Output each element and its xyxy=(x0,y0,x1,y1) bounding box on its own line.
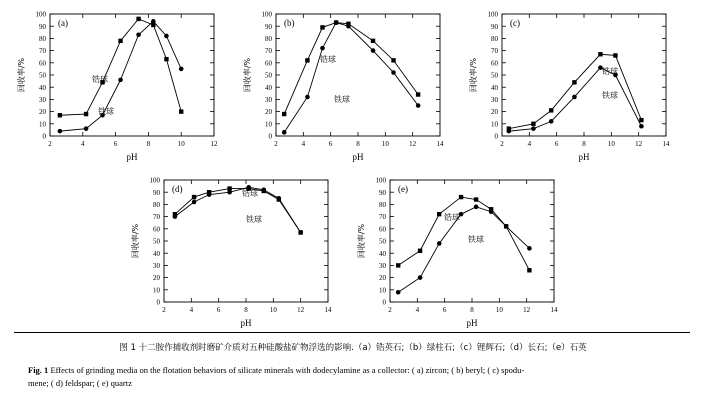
series-marker-b-1 xyxy=(305,95,310,100)
y-tick-label-a: 40 xyxy=(39,83,46,92)
x-tick-label-b: 14 xyxy=(436,140,444,148)
series-marker-c-1 xyxy=(549,119,554,124)
y-tick-label-d: 80 xyxy=(153,201,160,209)
figure-label: Fig. 1 xyxy=(28,365,49,375)
figure-caption-en-line1: Effects of grinding media on the flotation behaviors of silicate minerals with dodecylamine as a collector: ( a) zircon; ( b) beryl; ( c) spodu- xyxy=(50,365,525,375)
panel-tag-e: (e) xyxy=(398,184,408,194)
y-tick-label-a: 80 xyxy=(39,35,46,43)
panel-tag-c: (c) xyxy=(510,18,520,28)
y-tick-label-b: 20 xyxy=(265,108,272,117)
series-label-b-0: 锆球 xyxy=(320,55,336,64)
x-tick-label-e: 14 xyxy=(550,306,558,314)
series-marker-a-0 xyxy=(118,39,122,43)
y-tick-label-d: 50 xyxy=(153,237,160,246)
series-marker-a-1 xyxy=(58,129,63,134)
x-tick-label-b: 12 xyxy=(409,140,417,148)
series-marker-c-0 xyxy=(598,52,602,56)
y-tick-label-d: 0 xyxy=(156,298,160,307)
series-marker-c-0 xyxy=(572,80,576,84)
series-marker-c-0 xyxy=(549,108,553,112)
series-marker-a-1 xyxy=(179,67,184,72)
series-marker-d-1 xyxy=(227,190,232,195)
figure-caption-zh: 图 1 十二胺作捕收剂时磨矿介质对五种硅酸盐矿物浮选的影响.（a）锆英石;（b）绿柱石;（c）锂辉石;（d）长石;（e）石英 xyxy=(119,343,587,353)
series-marker-b-1 xyxy=(334,20,339,25)
y-tick-label-c: 20 xyxy=(491,108,498,117)
series-marker-d-1 xyxy=(192,200,197,205)
x-tick-label-e: 10 xyxy=(495,306,503,314)
series-marker-e-0 xyxy=(459,195,463,199)
series-marker-d-0 xyxy=(192,195,196,199)
y-tick-label-d: 10 xyxy=(153,286,160,295)
y-tick-label-e: 80 xyxy=(379,201,386,209)
x-tick-label-d: 10 xyxy=(269,306,277,314)
y-tick-label-e: 40 xyxy=(379,249,386,258)
y-axis-label-e: 回收率/% xyxy=(357,223,366,259)
x-tick-label-c: 10 xyxy=(607,140,615,148)
x-tick-label-d: 8 xyxy=(244,306,248,314)
chart-panel-d xyxy=(128,170,338,330)
series-marker-c-1 xyxy=(572,95,577,100)
series-marker-e-1 xyxy=(504,224,509,229)
y-tick-label-a: 30 xyxy=(39,96,46,104)
caption-divider xyxy=(14,332,690,333)
y-tick-label-b: 70 xyxy=(265,47,272,56)
x-tick-label-e: 6 xyxy=(442,306,447,314)
chart-panel-c xyxy=(466,4,676,164)
y-tick-label-b: 0 xyxy=(268,132,272,141)
x-tick-label-b: 2 xyxy=(274,140,278,148)
y-tick-label-a: 100 xyxy=(35,10,46,19)
x-axis-label-e: pH xyxy=(466,318,478,328)
x-tick-label-a: 12 xyxy=(210,140,218,148)
series-marker-b-1 xyxy=(391,70,396,75)
series-line-b-1 xyxy=(284,23,418,133)
series-marker-b-1 xyxy=(371,48,376,53)
x-tick-label-d: 6 xyxy=(216,306,221,314)
series-label-e-0: 锆球 xyxy=(444,213,460,222)
series-line-a-0 xyxy=(60,19,181,115)
series-marker-a-0 xyxy=(164,57,168,61)
y-tick-label-b: 90 xyxy=(265,22,272,31)
x-tick-label-b: 4 xyxy=(301,140,306,148)
x-axis-label-c: pH xyxy=(578,152,590,162)
y-tick-label-b: 80 xyxy=(265,35,272,43)
y-tick-label-c: 0 xyxy=(494,132,498,141)
y-tick-label-b: 60 xyxy=(265,59,272,68)
y-tick-label-e: 90 xyxy=(379,188,386,197)
y-tick-label-c: 50 xyxy=(491,71,498,80)
x-tick-label-a: 4 xyxy=(81,140,85,148)
series-marker-d-1 xyxy=(261,187,266,192)
series-marker-a-0 xyxy=(179,109,183,113)
series-marker-b-0 xyxy=(416,92,420,96)
series-marker-e-1 xyxy=(396,290,401,295)
y-tick-label-c: 70 xyxy=(491,47,498,56)
y-tick-label-a: 50 xyxy=(39,71,46,80)
y-tick-label-e: 30 xyxy=(379,262,386,270)
x-tick-label-c: 14 xyxy=(662,140,670,148)
x-tick-label-a: 6 xyxy=(113,140,118,148)
series-marker-a-0 xyxy=(58,113,62,117)
x-axis-label-a: pH xyxy=(126,152,138,162)
y-tick-label-d: 90 xyxy=(153,188,160,197)
y-tick-label-b: 40 xyxy=(265,83,272,92)
series-marker-e-1 xyxy=(437,241,442,246)
y-tick-label-c: 30 xyxy=(491,96,498,104)
x-axis-label-b: pH xyxy=(352,152,364,162)
y-tick-label-b: 10 xyxy=(265,120,272,129)
series-marker-c-1 xyxy=(507,129,512,134)
panel-tag-d: (d) xyxy=(172,184,183,194)
series-marker-d-1 xyxy=(173,214,178,219)
y-tick-label-d: 70 xyxy=(153,213,160,222)
y-tick-label-d: 40 xyxy=(153,249,160,258)
series-line-d-1 xyxy=(175,187,301,232)
chart-svg-a xyxy=(14,4,224,164)
series-line-e-0 xyxy=(398,197,529,270)
y-tick-label-d: 100 xyxy=(149,176,160,185)
series-label-c-0: 锆球 xyxy=(602,67,618,76)
y-tick-label-d: 30 xyxy=(153,262,160,270)
y-axis-label-d: 回收率/% xyxy=(131,223,140,259)
series-marker-b-0 xyxy=(305,58,309,62)
series-marker-e-0 xyxy=(474,197,478,201)
y-tick-label-a: 10 xyxy=(39,120,46,129)
y-tick-label-c: 40 xyxy=(491,83,498,92)
series-marker-e-0 xyxy=(418,249,422,253)
chart-svg-e xyxy=(354,170,564,330)
series-marker-e-1 xyxy=(489,209,494,214)
y-tick-label-c: 100 xyxy=(487,10,498,19)
y-tick-label-c: 80 xyxy=(491,35,498,43)
series-label-d-1: 铁球 xyxy=(246,215,262,224)
plot-frame-c xyxy=(502,14,666,136)
series-marker-a-1 xyxy=(151,19,156,24)
series-marker-b-1 xyxy=(346,24,351,29)
x-tick-label-d: 4 xyxy=(189,306,194,314)
series-marker-b-1 xyxy=(320,46,325,51)
chart-panel-e xyxy=(354,170,564,330)
plot-frame-b xyxy=(276,14,440,136)
series-marker-b-0 xyxy=(320,25,324,29)
x-axis-label-d: pH xyxy=(240,318,252,328)
series-marker-b-1 xyxy=(282,130,287,135)
x-tick-label-e: 2 xyxy=(388,306,392,314)
x-tick-label-b: 8 xyxy=(356,140,360,148)
y-tick-label-c: 90 xyxy=(491,22,498,31)
series-line-c-1 xyxy=(509,68,642,131)
series-label-b-1: 铁球 xyxy=(334,95,350,104)
figure-caption-en xyxy=(28,364,680,390)
series-marker-c-0 xyxy=(613,53,617,57)
plot-frame-a xyxy=(50,14,214,136)
series-marker-a-1 xyxy=(164,34,169,39)
series-label-e-1: 铁球 xyxy=(468,235,484,244)
y-tick-label-b: 50 xyxy=(265,71,272,80)
series-marker-e-0 xyxy=(527,268,531,272)
y-tick-label-a: 20 xyxy=(39,108,46,117)
plot-frame-d xyxy=(164,180,328,302)
y-axis-label-c: 回收率/% xyxy=(469,57,478,93)
y-tick-label-e: 20 xyxy=(379,274,386,283)
y-tick-label-e: 60 xyxy=(379,225,386,234)
panel-tag-a: (a) xyxy=(58,18,68,28)
series-marker-d-1 xyxy=(277,196,282,201)
y-tick-label-e: 50 xyxy=(379,237,386,246)
y-tick-label-e: 10 xyxy=(379,286,386,295)
x-tick-label-b: 6 xyxy=(328,140,333,148)
series-marker-e-1 xyxy=(474,205,479,210)
series-marker-b-1 xyxy=(416,103,421,108)
series-line-b-0 xyxy=(284,23,418,115)
y-tick-label-b: 100 xyxy=(261,10,272,19)
x-tick-label-e: 4 xyxy=(415,306,420,314)
x-tick-label-d: 14 xyxy=(324,306,332,314)
y-axis-label-b: 回收率/% xyxy=(243,57,252,93)
series-marker-a-1 xyxy=(84,126,89,131)
y-tick-label-e: 0 xyxy=(382,298,386,307)
series-marker-c-1 xyxy=(531,126,536,131)
series-line-c-0 xyxy=(509,54,642,128)
x-tick-label-a: 2 xyxy=(48,140,52,148)
series-marker-a-1 xyxy=(136,32,141,37)
y-tick-label-a: 0 xyxy=(42,132,46,141)
series-marker-c-1 xyxy=(639,124,644,129)
series-marker-b-0 xyxy=(282,112,286,116)
series-marker-a-1 xyxy=(118,78,123,83)
x-tick-label-e: 8 xyxy=(470,306,474,314)
series-marker-b-0 xyxy=(391,58,395,62)
x-tick-label-e: 12 xyxy=(523,306,531,314)
series-label-c-1: 铁球 xyxy=(602,91,618,100)
series-marker-b-0 xyxy=(371,39,375,43)
x-tick-label-a: 8 xyxy=(146,140,151,148)
panel-tag-b: (b) xyxy=(284,18,295,28)
y-axis-label-a: 回收率/% xyxy=(17,57,26,93)
series-label-d-0: 锆球 xyxy=(242,189,258,198)
x-tick-label-c: 8 xyxy=(582,140,586,148)
series-marker-a-0 xyxy=(84,112,88,116)
x-tick-label-b: 10 xyxy=(381,140,389,148)
series-label-a-0: 锆球 xyxy=(92,75,108,84)
series-marker-d-1 xyxy=(298,230,303,235)
series-marker-e-1 xyxy=(418,275,423,280)
x-tick-label-c: 2 xyxy=(500,140,504,148)
y-tick-label-c: 60 xyxy=(491,59,498,68)
y-tick-label-a: 90 xyxy=(39,22,46,31)
y-tick-label-e: 70 xyxy=(379,213,386,222)
chart-svg-c xyxy=(466,4,676,164)
series-marker-c-0 xyxy=(531,122,535,126)
y-tick-label-a: 70 xyxy=(39,47,46,56)
y-tick-label-d: 60 xyxy=(153,225,160,234)
x-tick-label-c: 6 xyxy=(554,140,559,148)
y-tick-label-b: 30 xyxy=(265,96,272,104)
y-tick-label-d: 20 xyxy=(153,274,160,283)
x-tick-label-d: 2 xyxy=(162,306,166,314)
chart-panel-b xyxy=(240,4,450,164)
series-marker-e-1 xyxy=(527,246,532,251)
y-tick-label-c: 10 xyxy=(491,120,498,129)
series-marker-c-0 xyxy=(639,118,643,122)
y-tick-label-e: 100 xyxy=(375,176,386,185)
y-tick-label-a: 60 xyxy=(39,59,46,68)
series-label-a-1: 铁球 xyxy=(98,107,114,116)
figure-caption-en-line2: mene; ( d) feldspar; ( e) quartz xyxy=(28,377,132,388)
x-tick-label-c: 4 xyxy=(527,140,532,148)
series-marker-a-0 xyxy=(136,17,140,21)
x-tick-label-a: 10 xyxy=(177,140,185,148)
chart-svg-d xyxy=(128,170,338,330)
chart-svg-b xyxy=(240,4,450,164)
x-tick-label-d: 12 xyxy=(297,306,305,314)
x-tick-label-c: 12 xyxy=(635,140,643,148)
series-marker-e-0 xyxy=(396,263,400,267)
chart-panel-a xyxy=(14,4,224,164)
series-marker-d-1 xyxy=(207,192,212,197)
series-marker-e-0 xyxy=(437,212,441,216)
